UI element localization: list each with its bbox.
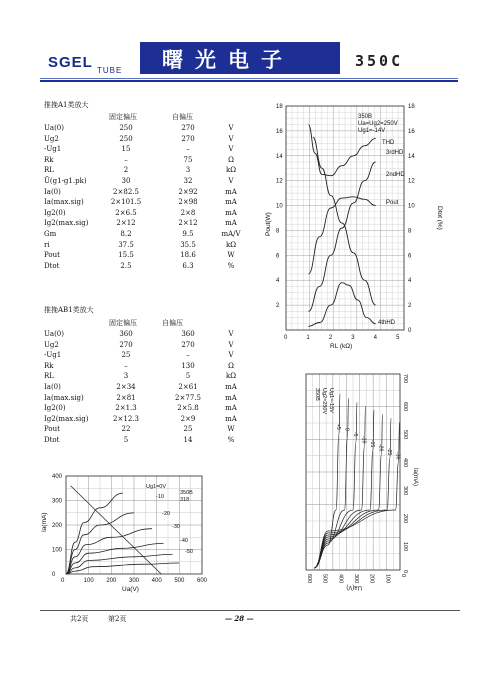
model-number: 350C [355,52,404,70]
header-rule-thick [40,80,458,82]
chart-note: 350B [314,388,320,401]
table-row [44,351,254,361]
table-row [44,124,254,134]
table-ab1-col-fixed: 固定偏压 [109,319,137,327]
table-row [44,436,254,446]
curve-line [314,398,349,568]
y-tick-label: 500 [402,430,408,440]
page-title: 曙光电子 [162,48,294,72]
series-label: 2ndHD [386,172,405,178]
unit-cell: mA [225,208,237,217]
y-tick-label: 300 [402,486,408,496]
self-bias-cell: 3 [185,166,191,175]
y-tick-label: 100 [52,547,63,554]
table-ab1-title: 推挽AB1类放大 [44,306,94,314]
unit-cell: % [227,436,235,444]
param-cell: Dtot [44,436,60,444]
unit-cell: W [227,425,235,434]
self-bias-cell: 35.5 [180,240,196,249]
y-tick-label: 600 [402,402,408,412]
fixed-bias-cell: 30 [121,177,131,185]
param-cell: Dtot [44,261,60,270]
footer-total-pages: 共2页 [70,615,89,623]
y-tick-right: 8 [408,228,412,235]
y-tick-left: 18 [276,104,283,110]
chart-note: Ug1=-14V [358,128,386,134]
param-cell: Ia(0) [44,383,61,391]
param-cell: Ia(0) [44,187,61,196]
unit-cell: mA [225,219,237,228]
table-ab1-col-self: 自偏压 [162,319,183,327]
fixed-bias-cell: – [124,155,128,164]
param-cell: Pout [44,425,60,434]
table-row [44,425,254,435]
fixed-bias-cell: 5 [123,436,129,444]
y-tick-left: 16 [276,128,283,135]
fixed-bias-cell: 22 [121,425,131,434]
fixed-bias-cell: 2×34 [116,383,136,391]
unit-cell: mA [225,187,237,196]
fixed-bias-cell: 250 [119,134,133,143]
curve-label: -40 [180,538,188,544]
y-axis-label: Ia(mA) [41,512,48,532]
self-bias-cell: – [186,351,190,360]
param-cell: Ũ(g1-g1.pk) [44,177,87,185]
self-bias-cell: 130 [181,361,195,370]
y-tick-right: 18 [408,104,415,110]
unit-cell: mA [225,198,237,207]
curve-label: -30 [172,524,180,530]
series-label: 3rdHD [386,150,404,156]
footer-rule [40,610,460,611]
x-tick-label: 300 [129,578,140,584]
x-tick-label: 100 [384,574,391,584]
table-row [44,415,254,425]
param-cell: Ua(0) [44,330,64,338]
self-bias-cell: 2×12 [178,219,198,228]
fixed-bias-cell: – [124,361,128,370]
x-tick-label: 600 [306,574,312,584]
y-tick-left: 14 [276,153,283,160]
table-row [44,404,254,414]
unit-cell: mA [225,414,237,423]
y-tick-label: 700 [402,374,408,384]
unit-cell: mA [225,393,237,402]
x-tick-label: 0 [61,578,65,584]
table-row [44,330,254,340]
series-label: 4thHD [378,320,396,326]
x-tick-label: 0 [284,335,288,341]
y-tick-right: 0 [408,328,412,334]
curve-label: Ug1=0V [146,484,167,490]
curve-label: +5 [335,424,341,430]
curve-line [314,394,340,568]
series-line-3rdhd [313,137,376,305]
x-axis-label: RL (kΩ) [330,343,353,350]
param-cell: Gm [44,230,57,238]
chart-note: Ug1=-15V [328,388,334,413]
curve-label: -10 [156,494,164,500]
table-a1-col-fixed: 固定偏压 [109,113,137,121]
self-bias-cell: 9.5 [182,230,194,238]
table-row [44,177,254,187]
fixed-bias-cell: 2 [123,166,129,175]
unit-cell: W [227,251,235,260]
footer-page-number: — 28 — [225,614,254,623]
y-axis-label-right: Dtot (%) [436,206,443,230]
y-tick-right: 2 [408,303,412,310]
self-bias-cell: 2×77.5 [175,393,201,402]
param-cell: Ig2(max.sig) [44,414,89,423]
plate-characteristics-rotated-chart [298,368,418,596]
unit-cell: kΩ [225,166,237,175]
param-cell: Ug2 [44,340,59,349]
y-tick-right: 4 [408,278,412,285]
table-row [44,135,254,145]
table-row [44,198,254,208]
unit-cell: V [228,330,234,338]
y-tick-right: 14 [408,153,415,160]
fixed-bias-cell: 2×12.3 [113,414,139,423]
fixed-bias-cell: 2×12 [116,219,136,228]
table-row [44,251,254,261]
pout-distortion-chart [262,96,442,358]
param-cell: RL [44,372,54,381]
self-bias-cell: 2×8 [180,208,196,217]
fixed-bias-cell: 2×82.5 [113,187,139,196]
title-banner [140,42,340,74]
x-tick-label: 300 [353,574,359,584]
table-row [44,241,254,251]
param-cell: Pout [44,251,60,260]
table-row [44,394,254,404]
table-a1-col-self: 自偏压 [172,113,193,121]
curve-label: -5 [352,432,358,437]
brand-sub: TUBE [97,66,123,75]
table-row [44,341,254,351]
unit-cell: V [228,124,234,132]
curve-label: -25 [386,448,392,456]
unit-cell: V [228,351,234,360]
self-bias-cell: 2×92 [178,187,198,196]
x-tick-label: 1 [306,335,310,341]
fixed-bias-cell: 15 [121,145,131,154]
curve-label: -50 [185,549,193,555]
curve-label: -10 [360,436,367,444]
param-cell: Ig2(0) [44,208,66,217]
y-tick-label: 400 [402,458,408,468]
y-tick-left: 4 [276,278,280,285]
x-tick-label: 200 [106,578,117,584]
self-bias-cell: 360 [181,330,195,338]
plate-characteristics-chart [40,470,212,598]
fixed-bias-cell: 15.5 [118,251,134,260]
y-tick-left: 12 [276,178,283,185]
y-tick-left: 2 [276,303,280,310]
self-bias-cell: – [186,145,190,154]
self-bias-cell: 270 [181,134,195,143]
chart-note: Ug2=250V [321,388,327,415]
param-cell: Ig2(0) [44,404,66,413]
table-a1-title: 推挽A1类放大 [44,101,89,109]
param-cell: Ia(max.sig) [44,198,84,207]
table-row [44,219,254,229]
unit-cell: Ω [228,155,234,164]
unit-cell: kΩ [225,240,237,249]
y-tick-right: 10 [408,203,415,210]
table-row [44,166,254,176]
y-tick-label: 200 [402,514,408,524]
y-tick-left: 8 [276,228,280,235]
self-bias-cell: 5 [185,372,191,381]
chart-note: 318 [180,497,190,503]
brand-logo [48,52,123,75]
table-row [44,188,254,198]
fixed-bias-cell: 2×1.3 [115,404,137,413]
unit-cell: V [228,145,234,154]
header-rule [40,78,458,79]
x-tick-label: 2 [328,335,333,341]
table-row [44,383,254,393]
x-tick-label: 0 [400,574,406,578]
series-line-4thhd [308,283,375,327]
y-tick-right: 12 [408,178,415,185]
param-cell: Ug2 [44,134,59,143]
x-tick-label: 600 [197,578,208,584]
x-tick-label: 200 [368,574,375,584]
y-axis-label-left: Pout(W) [265,212,272,236]
curve-label: -20 [162,511,170,517]
x-tick-label: 500 [174,578,185,584]
table-row [44,262,254,272]
y-tick-label: 400 [52,474,63,480]
y-tick-right: 16 [408,128,415,135]
series-label: Pout [386,200,399,206]
x-tick-label: 400 [151,578,162,584]
self-bias-cell: 32 [183,177,193,185]
x-axis-label: Ua(V) [346,584,362,590]
chart-note: Ua=Ug2=250V [358,121,398,127]
param-cell: Rk [44,361,54,370]
self-bias-cell: 6.3 [182,261,194,270]
curve-label: 0 [343,428,350,431]
y-tick-label: 0 [52,572,56,578]
x-axis-label: Ua(V) [122,586,139,593]
fixed-bias-cell: 25 [121,351,131,360]
param-cell: -Ug1 [44,145,62,154]
x-tick-label: 5 [396,335,400,341]
unit-cell: V [228,177,234,185]
table-ab1 [44,330,254,460]
table-row [44,145,254,155]
curve-label: -15 [369,440,375,448]
unit-cell: mA [225,404,237,413]
self-bias-cell: 14 [183,436,193,444]
table-row [44,230,254,240]
param-cell: Rk [44,155,54,164]
chart-note: 350B [358,114,373,120]
unit-cell: % [227,261,235,270]
self-bias-cell: 2×61 [178,383,198,391]
param-cell: Ia(max.sig) [44,393,84,402]
unit-cell: kΩ [225,372,237,381]
fixed-bias-cell: 2×101.5 [110,198,142,207]
series-label: THD [382,140,395,146]
fixed-bias-cell: 2×6.5 [115,208,137,217]
y-tick-label: 300 [52,498,63,505]
fixed-bias-cell: 270 [119,340,133,349]
param-cell: -Ug1 [44,351,62,360]
self-bias-cell: 2×5.8 [177,404,199,413]
x-tick-label: 4 [373,335,378,341]
y-tick-label: 200 [52,523,63,529]
load-line [71,486,162,574]
x-tick-label: 400 [337,574,344,584]
x-tick-label: 500 [321,574,328,584]
curve-line [66,543,164,574]
self-bias-cell: 270 [181,124,195,132]
fixed-bias-cell: 2×81 [116,393,136,402]
table-row [44,362,254,372]
y-tick-right: 6 [408,253,412,260]
unit-cell: mA [225,383,237,391]
y-tick-label: 100 [402,542,408,552]
param-cell: RL [44,166,54,175]
chart-note: 350B [180,490,193,496]
table-a1 [44,124,254,274]
y-tick-label: 0 [402,570,408,574]
brand-name: SGEL [48,54,93,71]
param-cell: Ig2(max.sig) [44,219,89,228]
self-bias-cell: 25 [183,425,193,434]
series-line-pout [308,197,375,274]
unit-cell: V [228,340,234,349]
table-row [44,156,254,166]
y-tick-left: 6 [276,253,280,260]
y-axis-label: Ia(mA) [412,468,418,486]
unit-cell: Ω [228,361,234,370]
self-bias-cell: 2×9 [180,414,196,423]
param-cell: Ua(0) [44,124,64,132]
x-tick-label: 3 [351,335,355,341]
table-row [44,209,254,219]
curve-label: -20 [377,444,384,452]
self-bias-cell: 18.6 [180,251,196,260]
x-tick-label: 100 [83,578,94,584]
y-tick-left: 10 [276,203,283,210]
self-bias-cell: 2×98 [178,198,198,207]
fixed-bias-cell: 360 [119,330,133,338]
unit-cell: V [228,134,234,143]
self-bias-cell: 270 [181,340,195,349]
fixed-bias-cell: 250 [119,124,133,132]
fixed-bias-cell: 37.5 [118,240,134,249]
curve-label: -30 [394,452,401,460]
fixed-bias-cell: 2.5 [120,261,132,270]
unit-cell: mA/V [221,230,241,238]
fixed-bias-cell: 3 [123,372,129,381]
footer-page: 第2页 [108,615,127,623]
table-row [44,372,254,382]
fixed-bias-cell: 8.2 [120,230,132,238]
param-cell: ri [44,240,50,249]
self-bias-cell: 75 [183,155,193,164]
